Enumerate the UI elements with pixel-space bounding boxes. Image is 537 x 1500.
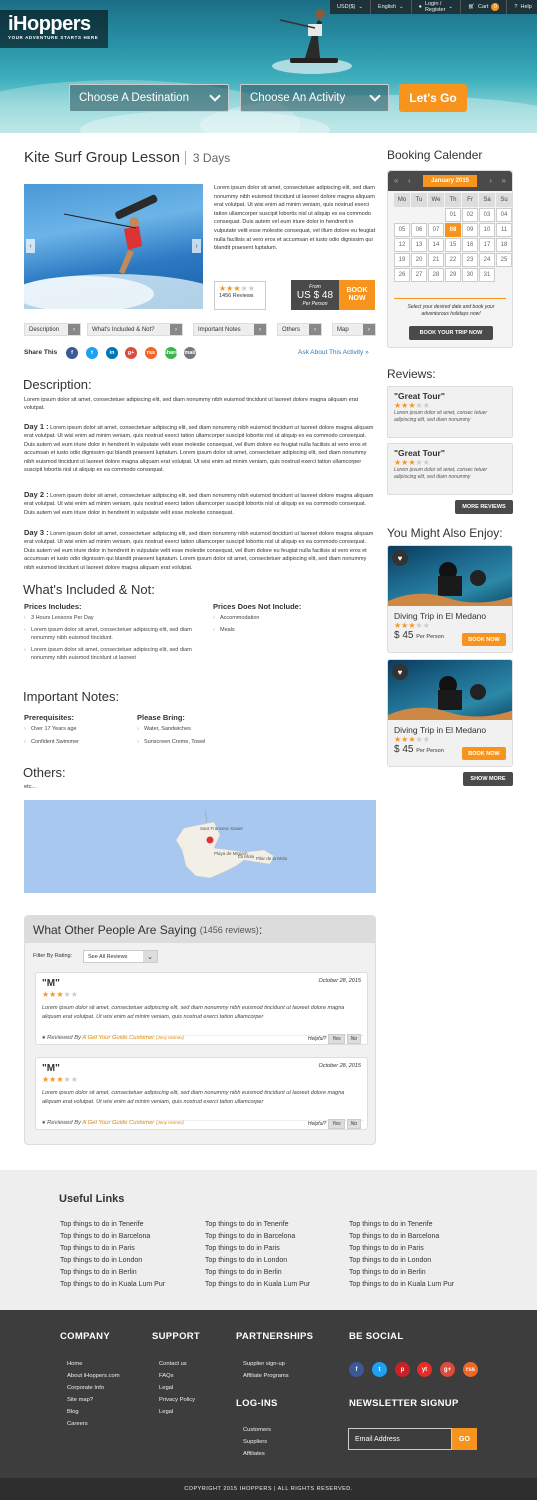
calendar-day[interactable]: 05: [394, 223, 410, 237]
useful-links-column: [60, 1219, 165, 1291]
book-now-button[interactable]: BOOK NOW: [462, 747, 506, 760]
next-month-icon[interactable]: ›: [489, 176, 492, 185]
others-heading: Others:: [23, 765, 66, 780]
price-box: From US $ 48 Per Person: [291, 280, 339, 310]
tab-notes[interactable]: Important Notes ›: [193, 323, 267, 336]
book-now-button[interactable]: BOOK NOW: [339, 280, 375, 310]
calendar-month: January 2015: [423, 175, 477, 187]
review-text: Lorem ipsum dolor sit amet, consectetuer adipiscing elit, sed diam nonummy nibh euismod tincidunt ut laoreet dolore magna aliquam erat volutpat. Ut wisi enim ad minim veniam, quis nostrud exerci tation ullamcorper: [42, 1005, 345, 1020]
logins-heading: LOG-INS: [236, 1398, 278, 1409]
useful-links-column: [349, 1219, 454, 1291]
googleplus-share-icon[interactable]: g+: [125, 347, 137, 359]
calendar-day[interactable]: 26: [394, 268, 410, 282]
rating-stars: ★★★★★: [394, 735, 430, 744]
footer-link[interactable]: Supplier sign-up: [243, 1361, 285, 1367]
useful-link[interactable]: Top things to do in Tenerife: [60, 1221, 144, 1228]
logins-links: [243, 1424, 271, 1460]
recommendation-price: $ 45 Per Person: [394, 744, 444, 755]
book-panel: [291, 280, 375, 310]
footer-link[interactable]: Customers: [243, 1427, 272, 1433]
chevron-right-icon: ›: [363, 324, 375, 335]
carousel-next-button[interactable]: ›: [192, 239, 201, 253]
useful-link[interactable]: Top things to do in Barcelona: [60, 1233, 151, 1240]
calendar-day[interactable]: 22: [445, 253, 461, 267]
footer-link[interactable]: Suppliers: [243, 1439, 268, 1445]
tab-included[interactable]: What's Included & Not? ›: [87, 323, 183, 336]
diving-photo: [388, 660, 512, 720]
calendar-day[interactable]: 10: [479, 223, 495, 237]
day-3: Day 3 : Lorem ipsum dolor sit amet, consectetuer adipiscing elit, sed diam nonummy nibh euismod tincidunt ut laoreet dolore magna aliquam erat volutpat. Ut wisi enim ad minim veniam, quis nostrud exerci tation ullamcorper suscipit lobortis nisl ut aliquip ex ea commodo consequat. Duis autem vel eum iriure dolor in hendrerit in vulputate velit esse molestie consequat, vel illum dolore eu feugiat nulla facilisis at vero eros et accumsan et iusto odio dignissim qui blandit praesent luptatum. Lorem ipsum dolor sit amet, consectetuer adipiscing elit, sed diam nonummy nibh euismod tincidunt ut laoreet dolore magna aliquam erat volutpat.: [24, 528, 374, 571]
share-label: Share This: [24, 349, 58, 356]
side-review-card: "Great Tour" ★★★★★ Lorem ipsum dolor sit amet, consec tetuer adipiscing elit, sed diam nonummy: [387, 443, 513, 495]
useful-link[interactable]: Top things to do in Berlin: [205, 1269, 282, 1276]
day-2: Day 2 : Lorem ipsum dolor sit amet, consectetuer adipiscing elit, sed diam nonummy nibh euismod tincidunt ut laoreet dolore magna aliquam erat volutpat. Ut wisi enim ad minim veniam, quis nostrud exerci tation ullamcorper suscipit lobortis nisl ut aliquip ex ea commodo consequat. Duis autem vel eum iriure dolor in hendrerit in vulputate velit esse molestie consequat.: [24, 490, 374, 516]
user-icon: ●: [42, 1035, 46, 1041]
useful-link[interactable]: Top things to do in Barcelona: [205, 1233, 296, 1240]
calendar-heading: Booking Calender: [387, 148, 483, 162]
rating-stars: ★★★★★: [219, 284, 255, 293]
calendar-day[interactable]: 14: [428, 238, 444, 252]
weekday-header: Fr: [462, 193, 478, 207]
calendar-day[interactable]: 24: [479, 253, 495, 267]
others-text: etc...: [24, 784, 36, 790]
destination-select[interactable]: Choose A Destination: [69, 84, 229, 112]
bring-list: [137, 725, 257, 746]
activity-select[interactable]: Choose An Activity: [240, 84, 389, 112]
map-label: Sant Francesc Xavier: [200, 826, 244, 831]
diving-photo: [388, 546, 512, 606]
rss-share-icon[interactable]: rss: [145, 347, 157, 359]
calendar-day[interactable]: 12: [394, 238, 410, 252]
weekday-header: Su: [496, 193, 512, 207]
facebook-share-icon[interactable]: f: [66, 347, 78, 359]
calendar-day[interactable]: 25: [496, 253, 512, 267]
calendar-empty-cell: [428, 208, 444, 222]
partnerships-heading: PARTNERSHIPS: [236, 1331, 314, 1342]
useful-link[interactable]: Top things to do in Paris: [60, 1245, 135, 1252]
useful-link[interactable]: Top things to do in Kuala Lum Pur: [205, 1281, 311, 1288]
review-card: [35, 972, 368, 1045]
map[interactable]: [24, 800, 376, 893]
rating-stars: ★★★★★: [394, 401, 430, 410]
useful-link[interactable]: Top things to do in Paris: [349, 1245, 424, 1252]
footer-link[interactable]: Site map?: [67, 1397, 94, 1403]
book-now-button[interactable]: BOOK NOW: [462, 633, 506, 646]
facebook-icon[interactable]: f: [349, 1362, 364, 1377]
cart-link[interactable]: 🛒︎ Cart 0: [461, 0, 507, 14]
list-item: › Accommodation: [213, 614, 373, 623]
useful-link[interactable]: Top things to do in Berlin: [60, 1269, 137, 1276]
useful-link[interactable]: Top things to do in Tenerife: [205, 1221, 289, 1228]
chevron-down-icon: ⌄: [399, 4, 404, 10]
currency-select[interactable]: USD($) ⌄: [330, 0, 371, 14]
ask-about-link[interactable]: Ask About This Activity »: [298, 349, 369, 356]
top-bar: [330, 0, 537, 14]
calendar-day[interactable]: 06: [411, 223, 427, 237]
company-links: [67, 1358, 120, 1430]
weekday-header: Mo: [394, 193, 410, 207]
show-more-button[interactable]: SHOW MORE: [463, 772, 513, 786]
calendar-day[interactable]: 27: [411, 268, 427, 282]
calendar-day[interactable]: 28: [428, 268, 444, 282]
chevron-right-icon: ›: [309, 324, 321, 335]
pinterest-icon[interactable]: p: [395, 1362, 410, 1377]
review-date: October 28, 2015: [318, 978, 361, 984]
heart-icon[interactable]: ♥: [392, 664, 408, 680]
useful-link[interactable]: Top things to do in Tenerife: [349, 1221, 433, 1228]
enjoy-heading: You Might Also Enjoy:: [387, 526, 503, 540]
weekday-header: Th: [445, 193, 461, 207]
chevron-down-icon: ⌄: [358, 4, 363, 10]
prices-not-include-label: Prices Does Not Include:: [213, 602, 302, 611]
list-item: › Sunscreen Creme, Towel: [137, 738, 257, 747]
tab-others[interactable]: Others ›: [277, 323, 322, 336]
calendar-day[interactable]: 29: [445, 268, 461, 282]
footer-link[interactable]: Careers: [67, 1421, 88, 1427]
chevron-right-icon: ›: [68, 324, 80, 335]
includes-list: [24, 614, 194, 663]
recommendation-card[interactable]: [387, 545, 513, 653]
calendar-day[interactable]: 11: [496, 223, 512, 237]
reviews-count: 1456 Reviews: [219, 293, 254, 299]
day-1: Day 1 : Lorem ipsum dolor sit amet, consectetuer adipiscing elit, sed diam nonummy nibh euismod tincidunt ut laoreet dolore magna aliquam erat volutpat. Ut wisi enim ad minim veniam, quis nostrud exerci tation ullamcorper suscipit lobortis nisl ut aliquip ex ea commodo consequat. Duis autem vel eum iriure dolor in hendrerit in vulputate velit esse molestie consequat, vel illum dolore eu feugiat nulla facilisis at vero eros et accumsan et iusto odio dignissim qui blandit praesent luptatum. Lorem ipsum dolor sit amet, consectetuer adipiscing elit, sed diam nonummy nibh euismod tincidunt ut laoreet dolore magna aliquam erat volutpat. Ut wisi enim ad minim veniam, quis nostrud exerci tation ullamcorper suscipit lobortis nisl ut aliquip ex ea commodo consequat.: [24, 422, 374, 474]
page-title: Kite Surf Group Lesson 3 Days: [24, 149, 231, 166]
island-map: [24, 800, 376, 893]
logo-tagline: YOUR ADVENTURE STARTS HERE: [8, 35, 99, 40]
calendar-day[interactable]: 20: [411, 253, 427, 267]
prices-includes-label: Prices Includes:: [24, 602, 82, 611]
filter-label: Filter By Rating:: [33, 953, 73, 959]
chevron-down-icon: [209, 90, 220, 101]
footer-link[interactable]: Affiliate Programs: [243, 1373, 289, 1379]
filter-rating-select[interactable]: See All Reviews ⌄: [83, 950, 158, 963]
useful-link[interactable]: Top things to do in London: [205, 1257, 288, 1264]
calendar-note: Select your desired date and book your adventurous holidays now!: [407, 304, 495, 317]
recommendation-price: $ 45 Per Person: [394, 630, 444, 641]
cart-icon: 🛒︎: [468, 4, 476, 10]
product-summary: Lorem ipsum dolor sit amet, consectetuer adipiscing elit, sed diam nonummy nibh euismod tincidunt ut laoreet dolore magna aliquam erat volutpat. Ut wisi enim ad minim veniam, quis nostrud exerci tation ullamcorper suscipit lobortis nisl ut aliquip ex ea commodo consequat. Duis autem vel eum iriure dolor in hendrerit in vulputate velit esse molestie consequat, vel illum dolore eu feugiat nulla facilisis at vero eros et accumsan et iusto odio dignissim qui blandit praesent luptatum.: [214, 185, 376, 252]
footer-link[interactable]: About iHoppers.com: [67, 1373, 120, 1379]
calendar-day[interactable]: 30: [462, 268, 478, 282]
rating-stars: ★★★★★: [42, 990, 78, 999]
site-logo[interactable]: [0, 10, 108, 48]
reviewed-by: ● Reviewed By A Get Your Guide Customer (Jeny Homes): [42, 1035, 184, 1041]
booking-calendar: [387, 170, 513, 348]
useful-link[interactable]: Top things to do in Barcelona: [349, 1233, 440, 1240]
googleplus-icon[interactable]: g+: [440, 1362, 455, 1377]
list-item: › Meals: [213, 626, 373, 635]
weekday-header: Sa: [479, 193, 495, 207]
footer-link[interactable]: Legal: [159, 1409, 174, 1415]
user-icon: ●: [42, 1120, 46, 1126]
useful-links-column: [205, 1219, 310, 1291]
tab-description[interactable]: Description ›: [24, 323, 81, 336]
footer-link[interactable]: Contact us: [159, 1361, 187, 1367]
carousel-prev-button[interactable]: ‹: [26, 239, 35, 253]
description-heading: Description:: [23, 377, 92, 392]
helpful-controls: Helpful? Yes No: [308, 1034, 361, 1044]
rating-stars: ★★★★★: [42, 1075, 78, 1084]
footer-link[interactable]: Affiliates: [243, 1451, 265, 1457]
helpful-yes-button[interactable]: Yes: [328, 1034, 344, 1044]
calendar-day[interactable]: 18: [496, 238, 512, 252]
rating-stars: ★★★★★: [394, 621, 430, 630]
partnerships-links: [243, 1358, 289, 1382]
prerequisites-label: Prerequisites:: [24, 713, 75, 722]
excludes-list: [213, 614, 373, 634]
calendar-day[interactable]: 02: [462, 208, 478, 222]
reviewed-by: ● Reviewed By A Get Your Guide Customer (Jeny Homes): [42, 1120, 184, 1126]
side-reviews-heading: Reviews:: [387, 367, 436, 381]
calendar-empty-cell: [411, 208, 427, 222]
helpful-no-button[interactable]: No: [347, 1034, 361, 1044]
recommendation-name: Diving Trip in El Medano: [394, 725, 487, 735]
useful-link[interactable]: Top things to do in London: [349, 1257, 432, 1264]
helpful-controls: Helpful? Yes No: [308, 1119, 361, 1129]
please-bring-label: Please Bring:: [137, 713, 185, 722]
calendar-empty-cell: [394, 208, 410, 222]
notes-heading: Important Notes:: [23, 689, 120, 704]
calendar-day[interactable]: 16: [462, 238, 478, 252]
list-item: › Confident Swimmer: [24, 738, 124, 747]
more-reviews-button[interactable]: MORE REVIEWS: [455, 500, 513, 514]
review-card: [35, 1057, 368, 1130]
company-heading: COMPANY: [60, 1331, 110, 1342]
recommendation-name: Diving Trip in El Medano: [394, 611, 487, 621]
calendar-day[interactable]: 23: [462, 253, 478, 267]
weekday-header: We: [428, 193, 444, 207]
list-item: › Water, Sandwiches: [137, 725, 257, 734]
calendar-day[interactable]: 13: [411, 238, 427, 252]
footer-link[interactable]: Legal: [159, 1385, 174, 1391]
description-intro: Lorem ipsum dolor sit amet, consectetuer adipiscing elit, sed diam nonummy nibh euismod tincidunt ut laoreet dolore magna aliquam erat volutpat.: [24, 397, 359, 412]
tab-map[interactable]: Map ›: [332, 323, 376, 336]
reviews-heading: What Other People Are Saying (1456 reviews) :: [25, 916, 375, 943]
help-link[interactable]: ? Help: [514, 4, 532, 10]
language-select[interactable]: English ⌄: [371, 0, 412, 14]
footer-link[interactable]: FAQs: [159, 1373, 174, 1379]
list-item: › Lorem ipsum dolor sit amet, consectetuer adipiscing elit, sed diam nonummy nibh euismod tincidunt ut laoreet: [24, 646, 194, 663]
chevron-down-icon: [369, 90, 380, 101]
map-label: Pilar de la Mola: [256, 856, 288, 861]
copyright: COPYRIGHT 2015 IHOPPERS | ALL RIGHTS RESERVED.: [0, 1478, 537, 1500]
user-icon: ●: [418, 4, 422, 10]
chevron-down-icon: ⌄: [143, 951, 157, 962]
twitter-share-icon[interactable]: t: [86, 347, 98, 359]
list-item: › Over 17 Years age: [24, 725, 124, 734]
helpful-no-button[interactable]: No: [347, 1119, 361, 1129]
recommendation-card[interactable]: [387, 659, 513, 767]
useful-links-heading: Useful Links: [59, 1193, 125, 1205]
duration: 3 Days: [185, 151, 230, 165]
list-item: › Lorem ipsum dolor sit amet, consectetuer adipiscing elit, sed diam nonummy nibh euismod tincidunt.: [24, 626, 194, 643]
map-label: La Mola: [238, 854, 255, 859]
rating-stars: ★★★★★: [394, 458, 430, 467]
lets-go-button[interactable]: Let's Go: [399, 84, 467, 112]
linkedin-share-icon[interactable]: in: [106, 347, 118, 359]
calendar-day[interactable]: 31: [479, 268, 495, 282]
useful-link[interactable]: Top things to do in Kuala Lum Pur: [60, 1281, 166, 1288]
kitesurf-photo: [24, 184, 203, 309]
footer-link[interactable]: Privacy Policy: [159, 1397, 196, 1403]
included-heading: What's Included & Not:: [23, 582, 155, 597]
useful-link[interactable]: Top things to do in Kuala Lum Pur: [349, 1281, 455, 1288]
prev-month-icon[interactable]: ‹: [408, 176, 411, 185]
product-rating-box[interactable]: [214, 281, 266, 310]
support-heading: SUPPORT: [152, 1331, 201, 1342]
review-title: "M": [42, 1063, 60, 1074]
calendar-day[interactable]: 03: [479, 208, 495, 222]
side-review-card: "Great Tour" ★★★★★ Lorem ipsum dolor sit amet, consec tetuer adipiscing elit, sed diam nonummy: [387, 386, 513, 438]
review-title: "M": [42, 978, 60, 989]
calendar-day[interactable]: 15: [445, 238, 461, 252]
heart-icon[interactable]: ♥: [392, 550, 408, 566]
login-link[interactable]: ● Login / Register ⌄: [412, 0, 461, 14]
calendar-grid: [394, 193, 512, 282]
product-image-carousel[interactable]: [24, 184, 203, 309]
rss-icon[interactable]: rss: [463, 1362, 478, 1377]
chevron-right-icon: ›: [170, 324, 182, 335]
calendar-day[interactable]: 07: [428, 223, 444, 237]
useful-link[interactable]: Top things to do in Berlin: [349, 1269, 426, 1276]
calendar-day[interactable]: 21: [428, 253, 444, 267]
footer-link[interactable]: Corporate Info: [67, 1385, 105, 1391]
mail-share-icon[interactable]: mail: [184, 347, 196, 359]
map-label: Playa de Migjorn: [214, 851, 248, 856]
support-links: [159, 1358, 195, 1418]
newsletter-email-input[interactable]: Email Address: [348, 1428, 452, 1450]
logo-text: iHoppers: [8, 13, 91, 35]
cart-count-badge: 0: [491, 3, 499, 11]
help-icon: ?: [514, 4, 518, 10]
book-trip-button[interactable]: BOOK YOUR TRIP NOW: [409, 326, 493, 340]
useful-link[interactable]: Top things to do in Paris: [205, 1245, 280, 1252]
newsletter-go-button[interactable]: GO: [452, 1428, 477, 1450]
calendar-day-selected[interactable]: 08: [445, 223, 461, 237]
chevron-down-icon: ⌄: [448, 4, 454, 10]
calendar-day[interactable]: 17: [479, 238, 495, 252]
prerequisites-list: [24, 725, 124, 746]
weekday-header: Tu: [411, 193, 427, 207]
prev-year-icon[interactable]: «: [394, 176, 399, 185]
share-icon[interactable]: share: [165, 347, 177, 359]
footer-link[interactable]: Blog: [67, 1409, 79, 1415]
footer-link[interactable]: Home: [67, 1361, 83, 1367]
helpful-yes-button[interactable]: Yes: [328, 1119, 344, 1129]
youtube-icon[interactable]: yt: [417, 1362, 432, 1377]
chevron-right-icon: ›: [254, 324, 266, 335]
review-date: October 28, 2015: [318, 1063, 361, 1069]
calendar-day[interactable]: 04: [496, 208, 512, 222]
next-year-icon[interactable]: »: [501, 176, 506, 185]
price: US $ 48: [296, 289, 334, 301]
calendar-day[interactable]: 01: [445, 208, 461, 222]
useful-link[interactable]: Top things to do in London: [60, 1257, 143, 1264]
calendar-day[interactable]: 09: [462, 223, 478, 237]
calendar-day[interactable]: 19: [394, 253, 410, 267]
twitter-icon[interactable]: t: [372, 1362, 387, 1377]
review-text: Lorem ipsum dolor sit amet, consectetuer adipiscing elit, sed diam nonummy nibh euismod tincidunt ut laoreet dolore magna aliquam erat volutpat. Ut wisi enim ad minim veniam, quis nostrud exerci tation ullamcorper: [42, 1090, 345, 1105]
list-item: › 3 Hours Lessons Per Day: [24, 614, 194, 623]
newsletter-heading: NEWSLETTER SIGNUP: [349, 1398, 459, 1409]
reviews-section: [24, 915, 376, 1145]
social-heading: BE SOCIAL: [349, 1331, 404, 1342]
